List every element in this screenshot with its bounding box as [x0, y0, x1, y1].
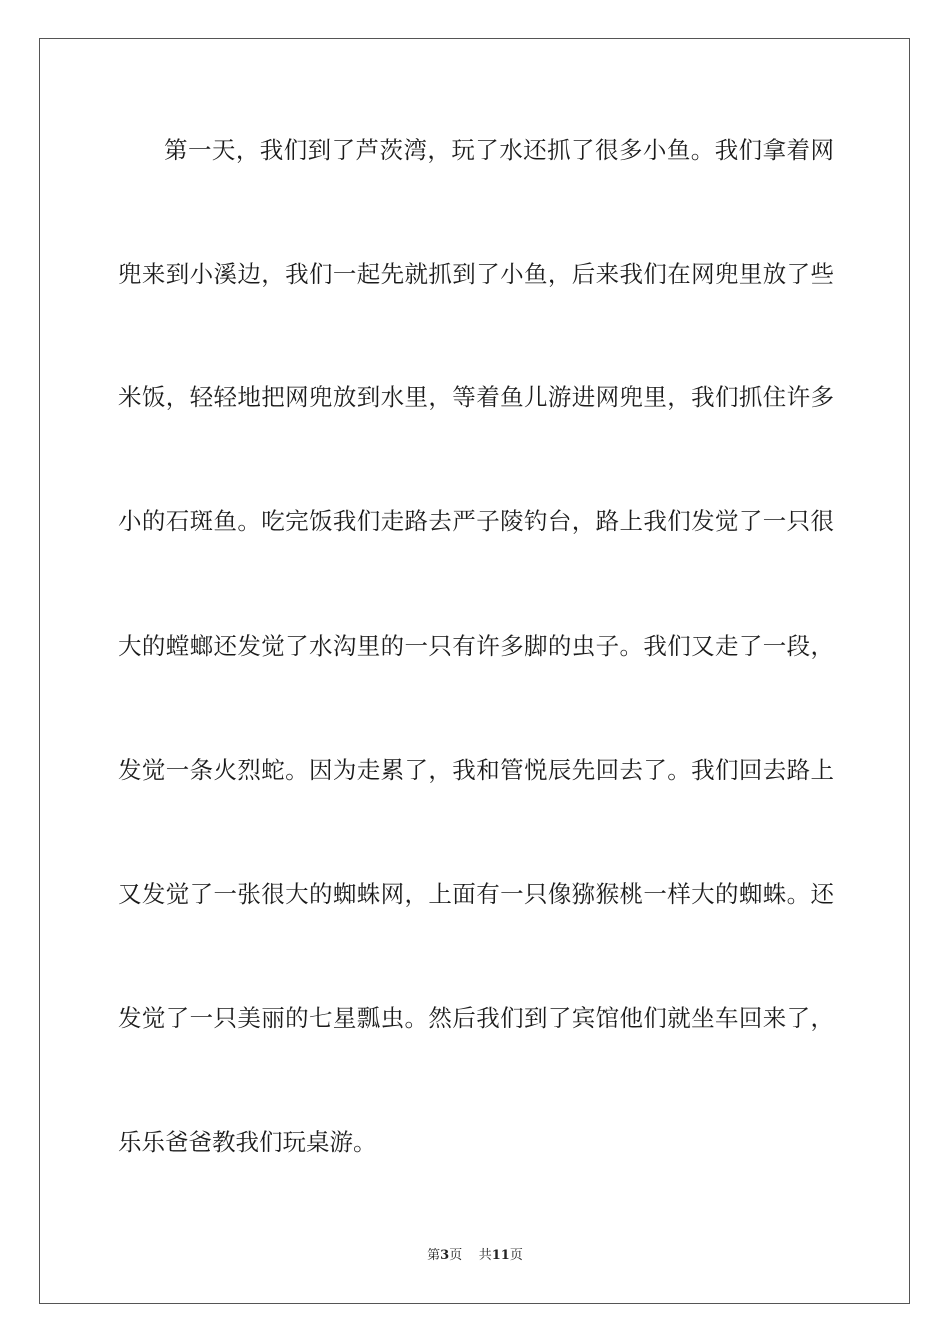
- paragraph-line-7: 又发觉了一张很大的蜘蛛网，上面有一只像猕猴桃一样大的蜘蛛。还: [118, 880, 834, 908]
- paragraph-line-9: 乐乐爸爸教我们玩桌游。: [118, 1128, 377, 1156]
- paragraph-line-6: 发觉一条火烈蛇。因为走累了，我和管悦辰先回去了。我们回去路上: [118, 756, 834, 784]
- paragraph-line-5: 大的螳螂还发觉了水沟里的一只有许多脚的虫子。我们又走了一段，: [118, 632, 834, 660]
- page-border: [39, 38, 910, 1304]
- paragraph-line-1: 第一天，我们到了芦茨湾，玩了水还抓了很多小鱼。我们拿着网: [164, 136, 834, 164]
- footer-page-number: 3: [440, 1248, 450, 1263]
- paragraph-line-4: 小的石斑鱼。吃完饭我们走路去严子陵钓台，路上我们发觉了一只很: [118, 507, 834, 535]
- footer-page-suffix: 页: [449, 1248, 463, 1263]
- paragraph-line-8: 发觉了一只美丽的七星瓢虫。然后我们到了宾馆他们就坐车回来了，: [118, 1004, 834, 1032]
- paragraph-line-2: 兜来到小溪边，我们一起先就抓到了小鱼，后来我们在网兜里放了些: [118, 260, 834, 288]
- paragraph-line-3: 米饭，轻轻地把网兜放到水里，等着鱼儿游进网兜里，我们抓住许多: [118, 383, 834, 411]
- page-footer: [0, 1247, 950, 1265]
- footer-total-number: 11: [491, 1248, 510, 1263]
- footer-page-prefix: 第: [427, 1248, 441, 1263]
- footer-total-suffix: 页: [509, 1248, 523, 1263]
- footer-total-prefix: 共: [478, 1248, 492, 1263]
